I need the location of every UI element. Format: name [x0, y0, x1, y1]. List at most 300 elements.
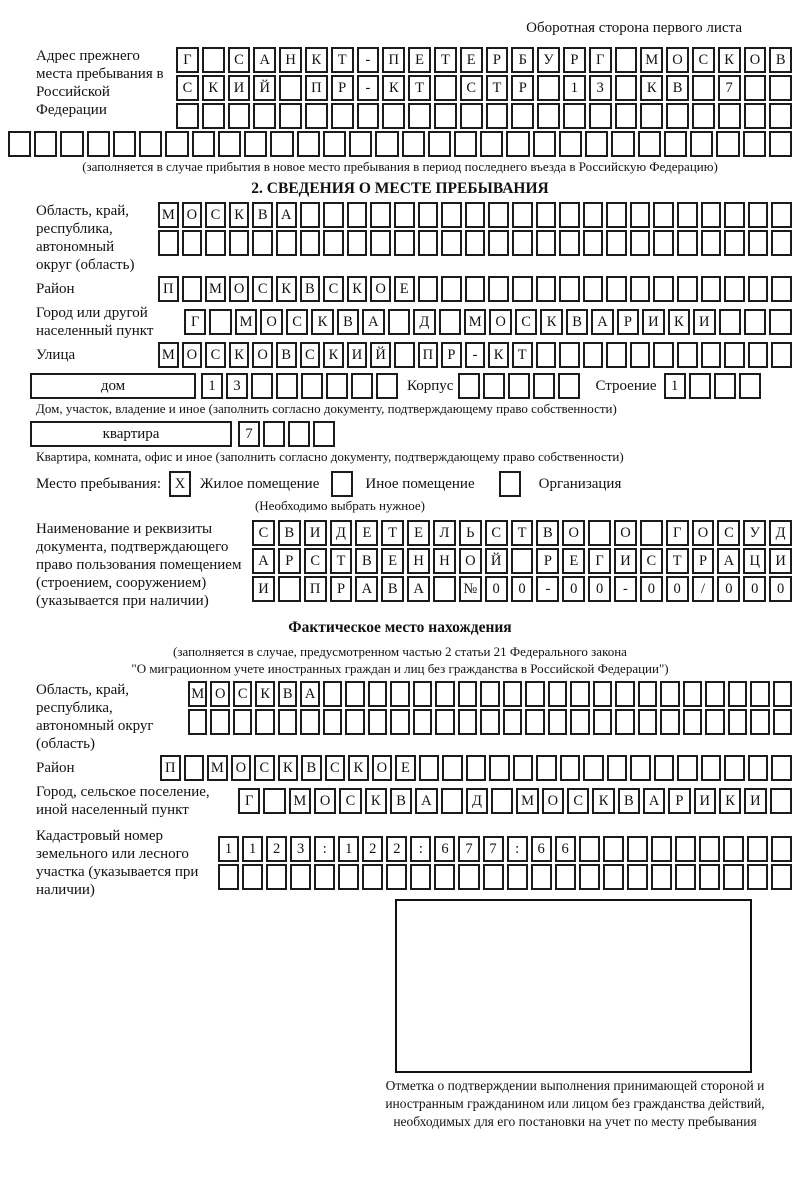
char-cell: [402, 131, 425, 157]
char-cell: И: [642, 309, 664, 335]
char-cell: В: [355, 548, 378, 574]
char-cell: А: [415, 788, 437, 814]
char-cell: №: [459, 576, 482, 602]
char-cell: К: [278, 755, 299, 781]
char-cell: [202, 47, 225, 73]
char-cell: [439, 309, 461, 335]
char-cell: [533, 373, 555, 399]
char-cell: [390, 681, 409, 707]
char-cell: Т: [486, 75, 509, 101]
char-cell: [362, 864, 383, 890]
char-cell: [559, 342, 580, 368]
char-cell: [769, 131, 792, 157]
char-cell: В: [278, 520, 301, 546]
char-cell: К: [718, 47, 741, 73]
actual-location-caption-line1: (заполняется в случае, предусмотренном частью 2 статьи 21 Федерального закона: [173, 644, 627, 659]
char-cell: М: [289, 788, 311, 814]
char-cell: [489, 755, 510, 781]
char-cell: [418, 202, 439, 228]
char-cell: -: [357, 47, 380, 73]
region-boxes-row2: [158, 230, 792, 256]
char-cell: П: [158, 276, 179, 302]
document-field: [36, 520, 792, 610]
char-cell: 0: [511, 576, 534, 602]
char-cell: [660, 709, 679, 735]
char-cell: [458, 373, 480, 399]
char-cell: [263, 788, 285, 814]
char-cell: У: [743, 520, 766, 546]
char-cell: 7: [483, 836, 504, 862]
char-cell: [418, 276, 439, 302]
char-cell: О: [182, 342, 203, 368]
char-cell: [507, 864, 528, 890]
char-cell: К: [668, 309, 690, 335]
char-cell: 1: [218, 836, 239, 862]
char-cell: [323, 709, 342, 735]
char-cell: С: [300, 342, 321, 368]
char-cell: А: [591, 309, 613, 335]
char-cell: С: [228, 47, 251, 73]
char-cell: [266, 864, 287, 890]
char-cell: А: [362, 309, 384, 335]
char-cell: [394, 342, 415, 368]
char-cell: К: [382, 75, 405, 101]
char-cell: [714, 373, 736, 399]
char-cell: О: [314, 788, 336, 814]
char-cell: [560, 755, 581, 781]
char-cell: [559, 230, 580, 256]
confirmation-stamp-caption: Отметка о подтверждении выполнения принимающей стороной и иностранным гражданином или лицом без гражданства действий, необходимых для его постановки на учет по месту пребывания: [385, 1078, 765, 1129]
char-cell: Т: [434, 47, 457, 73]
char-cell: [723, 836, 744, 862]
char-cell: К: [640, 75, 663, 101]
char-cell: [188, 709, 207, 735]
char-cell: [386, 864, 407, 890]
char-cell: 0: [640, 576, 663, 602]
city-boxes: [184, 309, 792, 335]
char-cell: [8, 131, 31, 157]
char-cell: А: [355, 576, 378, 602]
char-cell: [683, 681, 702, 707]
char-cell: О: [260, 309, 282, 335]
char-cell: Г: [176, 47, 199, 73]
stroenie-boxes: [664, 373, 761, 399]
char-cell: [583, 202, 604, 228]
document-boxes-row3: [252, 576, 792, 602]
char-cell: [718, 103, 741, 129]
char-cell: Р: [278, 548, 301, 574]
char-cell: К: [229, 202, 250, 228]
char-cell: 0: [743, 576, 766, 602]
char-cell: 1: [242, 836, 263, 862]
fact-district-field: [36, 755, 792, 781]
char-cell: [480, 709, 499, 735]
fact-region-boxes-row1: [188, 681, 792, 707]
char-cell: [689, 373, 711, 399]
char-cell: [770, 788, 792, 814]
char-cell: [748, 755, 769, 781]
char-cell: Д: [466, 788, 488, 814]
char-cell: [627, 836, 648, 862]
char-cell: [769, 75, 792, 101]
char-cell: [692, 103, 715, 129]
char-cell: 3: [226, 373, 248, 399]
house-number-boxes: [201, 373, 398, 399]
apartment-number-boxes: [238, 421, 335, 447]
char-cell: Д: [413, 309, 435, 335]
char-cell: К: [202, 75, 225, 101]
char-cell: [513, 755, 534, 781]
prev-address-label: Адрес прежнего места пребывания в Российской Федерации: [36, 48, 164, 118]
char-cell: М: [464, 309, 486, 335]
house-name-label: дом: [100, 377, 126, 394]
char-cell: [290, 864, 311, 890]
char-cell: Е: [407, 520, 430, 546]
char-cell: 7: [718, 75, 741, 101]
char-cell: [606, 276, 627, 302]
char-cell: [548, 681, 567, 707]
char-cell: И: [693, 309, 715, 335]
char-cell: [139, 131, 162, 157]
char-cell: 0: [562, 576, 585, 602]
char-cell: [441, 276, 462, 302]
char-cell: [606, 202, 627, 228]
actual-location-caption: [0, 643, 800, 677]
fact-region-field: [36, 681, 792, 753]
char-cell: Н: [407, 548, 430, 574]
char-cell: [376, 373, 398, 399]
char-cell: 0: [769, 576, 792, 602]
char-cell: [771, 230, 792, 256]
char-cell: [351, 373, 373, 399]
char-cell: [724, 342, 745, 368]
char-cell: Г: [589, 47, 612, 73]
char-cell: [270, 131, 293, 157]
char-cell: [525, 681, 544, 707]
char-cell: [555, 864, 576, 890]
char-cell: [771, 342, 792, 368]
char-cell: [229, 230, 250, 256]
char-cell: [664, 131, 687, 157]
char-cell: [182, 230, 203, 256]
char-cell: М: [158, 202, 179, 228]
char-cell: [583, 342, 604, 368]
char-cell: [491, 788, 513, 814]
fact-district-boxes: [160, 755, 792, 781]
char-cell: Т: [330, 548, 353, 574]
char-cell: [585, 131, 608, 157]
char-cell: С: [233, 681, 252, 707]
char-cell: [701, 755, 722, 781]
char-cell: [615, 681, 634, 707]
prev-address-field: [36, 47, 792, 129]
char-cell: У: [537, 47, 560, 73]
char-cell: [724, 202, 745, 228]
char-cell: В: [390, 788, 412, 814]
char-cell: [724, 230, 745, 256]
char-cell: -: [357, 75, 380, 101]
char-cell: [512, 276, 533, 302]
char-cell: [589, 103, 612, 129]
char-cell: [441, 230, 462, 256]
char-cell: [483, 864, 504, 890]
char-cell: П: [418, 342, 439, 368]
char-cell: К: [365, 788, 387, 814]
char-cell: [723, 864, 744, 890]
char-cell: [536, 230, 557, 256]
char-cell: [728, 681, 747, 707]
char-cell: 0: [666, 576, 689, 602]
char-cell: [771, 864, 792, 890]
char-cell: [701, 202, 722, 228]
street-field: [36, 342, 792, 368]
cadastre-label: Кадастровый номер земельного или лесного участка (указывается при наличии): [36, 828, 199, 898]
char-cell: А: [252, 548, 275, 574]
char-cell: [630, 342, 651, 368]
char-cell: [465, 202, 486, 228]
char-cell: О: [229, 276, 250, 302]
char-cell: [276, 373, 298, 399]
char-cell: 1: [201, 373, 223, 399]
district-boxes: [158, 276, 792, 302]
apartment-name-box: [30, 421, 232, 447]
char-cell: 3: [589, 75, 612, 101]
prev-address-boxes-row1: [176, 47, 792, 73]
char-cell: [210, 709, 229, 735]
char-cell: [606, 230, 627, 256]
char-cell: [640, 103, 663, 129]
char-cell: В: [278, 681, 297, 707]
char-cell: С: [485, 520, 508, 546]
char-cell: [724, 755, 745, 781]
char-cell: [653, 202, 674, 228]
char-cell: К: [592, 788, 614, 814]
char-cell: [278, 576, 301, 602]
char-cell: [771, 202, 792, 228]
char-cell: [724, 276, 745, 302]
char-cell: Е: [408, 47, 431, 73]
char-cell: [593, 681, 612, 707]
house-row: [30, 373, 792, 399]
char-cell: [209, 309, 231, 335]
char-cell: [615, 47, 638, 73]
char-cell: [744, 75, 767, 101]
char-cell: [388, 309, 410, 335]
char-cell: [603, 836, 624, 862]
char-cell: И: [228, 75, 251, 101]
char-cell: [435, 709, 454, 735]
char-cell: С: [304, 548, 327, 574]
char-cell: [627, 864, 648, 890]
actual-location-caption-line2: "О миграционном учете иностранных граждан и лиц без гражданства в Российской Федерации"): [131, 661, 669, 676]
confirmation-stamp-box: [395, 899, 752, 1073]
char-cell: [750, 681, 769, 707]
apartment-name-label: квартира: [102, 425, 160, 442]
char-cell: С: [205, 342, 226, 368]
char-cell: 7: [458, 836, 479, 862]
char-cell: [512, 202, 533, 228]
char-cell: С: [205, 202, 226, 228]
char-cell: [278, 709, 297, 735]
char-cell: А: [300, 681, 319, 707]
char-cell: [536, 202, 557, 228]
char-cell: И: [252, 576, 275, 602]
char-cell: /: [692, 576, 715, 602]
char-cell: [233, 709, 252, 735]
char-cell: [583, 276, 604, 302]
stay-type-option-inoe: Иное помещение: [365, 475, 475, 492]
char-cell: [288, 421, 310, 447]
char-cell: Е: [355, 520, 378, 546]
char-cell: О: [182, 202, 203, 228]
char-cell: [297, 131, 320, 157]
korpus-label: Корпус: [407, 377, 454, 394]
char-cell: С: [515, 309, 537, 335]
char-cell: [176, 103, 199, 129]
char-cell: [480, 131, 503, 157]
char-cell: [313, 421, 335, 447]
char-cell: М: [158, 342, 179, 368]
char-cell: [368, 681, 387, 707]
char-cell: Р: [441, 342, 462, 368]
char-cell: [638, 709, 657, 735]
char-cell: [87, 131, 110, 157]
char-cell: [408, 103, 431, 129]
char-cell: [570, 709, 589, 735]
char-cell: [743, 131, 766, 157]
char-cell: [434, 75, 457, 101]
char-cell: [558, 373, 580, 399]
char-cell: В: [566, 309, 588, 335]
char-cell: [165, 131, 188, 157]
stay-type-checkbox-inoe: [331, 471, 353, 497]
char-cell: Д: [769, 520, 792, 546]
char-cell: [728, 709, 747, 735]
char-cell: [218, 131, 241, 157]
char-cell: [488, 202, 509, 228]
char-cell: [394, 230, 415, 256]
char-cell: [719, 309, 741, 335]
char-cell: [458, 681, 477, 707]
char-cell: О: [372, 755, 393, 781]
char-cell: [699, 864, 720, 890]
char-cell: К: [255, 681, 274, 707]
char-cell: [630, 276, 651, 302]
char-cell: [300, 230, 321, 256]
char-cell: [419, 755, 440, 781]
char-cell: [370, 202, 391, 228]
char-cell: [615, 75, 638, 101]
char-cell: [323, 681, 342, 707]
char-cell: 2: [266, 836, 287, 862]
char-cell: 6: [531, 836, 552, 862]
char-cell: [253, 103, 276, 129]
char-cell: [570, 681, 589, 707]
char-cell: П: [304, 576, 327, 602]
stay-type-option-org: Организация: [538, 475, 622, 492]
char-cell: [488, 230, 509, 256]
char-cell: [699, 836, 720, 862]
char-cell: [548, 709, 567, 735]
char-cell: [184, 755, 205, 781]
char-cell: [480, 681, 499, 707]
stroenie-label: Строение: [595, 377, 657, 394]
char-cell: -: [536, 576, 559, 602]
char-cell: 3: [290, 836, 311, 862]
char-cell: [506, 131, 529, 157]
char-cell: [434, 864, 455, 890]
char-cell: К: [719, 788, 741, 814]
char-cell: 0: [588, 576, 611, 602]
stay-type-option-zhiloe: Жилое помещение: [200, 475, 320, 492]
char-cell: [323, 230, 344, 256]
char-cell: [653, 342, 674, 368]
char-cell: Д: [330, 520, 353, 546]
char-cell: [460, 103, 483, 129]
char-cell: [692, 75, 715, 101]
char-cell: А: [253, 47, 276, 73]
char-cell: П: [382, 47, 405, 73]
char-cell: [705, 681, 724, 707]
char-cell: [739, 373, 761, 399]
char-cell: [747, 864, 768, 890]
char-cell: [512, 230, 533, 256]
char-cell: [368, 709, 387, 735]
char-cell: 2: [362, 836, 383, 862]
char-cell: [441, 202, 462, 228]
char-cell: 1: [664, 373, 686, 399]
char-cell: О: [542, 788, 564, 814]
char-cell: Е: [381, 548, 404, 574]
char-cell: 0: [485, 576, 508, 602]
char-cell: Ц: [743, 548, 766, 574]
char-cell: М: [188, 681, 207, 707]
apartment-caption: Квартира, комната, офис и иное (заполнить согласно документу, подтверждающему право собственности): [36, 449, 624, 464]
char-cell: А: [276, 202, 297, 228]
char-cell: [750, 709, 769, 735]
char-cell: Г: [184, 309, 206, 335]
street-label: Улица: [36, 347, 76, 363]
char-cell: [242, 864, 263, 890]
char-cell: [442, 755, 463, 781]
char-cell: К: [229, 342, 250, 368]
char-cell: Б: [511, 47, 534, 73]
char-cell: [205, 230, 226, 256]
char-cell: Е: [395, 755, 416, 781]
fact-region-boxes-row2: [188, 709, 792, 735]
char-cell: [638, 131, 661, 157]
char-cell: О: [252, 342, 273, 368]
char-cell: [503, 681, 522, 707]
char-cell: [279, 103, 302, 129]
char-cell: [677, 230, 698, 256]
char-cell: Л: [433, 520, 456, 546]
char-cell: [744, 309, 766, 335]
char-cell: [690, 131, 713, 157]
char-cell: [677, 755, 698, 781]
char-cell: К: [323, 342, 344, 368]
char-cell: [583, 755, 604, 781]
char-cell: 1: [338, 836, 359, 862]
region-field: [36, 202, 792, 274]
char-cell: [705, 709, 724, 735]
char-cell: [255, 709, 274, 735]
char-cell: [675, 836, 696, 862]
char-cell: С: [692, 47, 715, 73]
char-cell: [276, 230, 297, 256]
district-field: [36, 276, 792, 302]
char-cell: Й: [485, 548, 508, 574]
